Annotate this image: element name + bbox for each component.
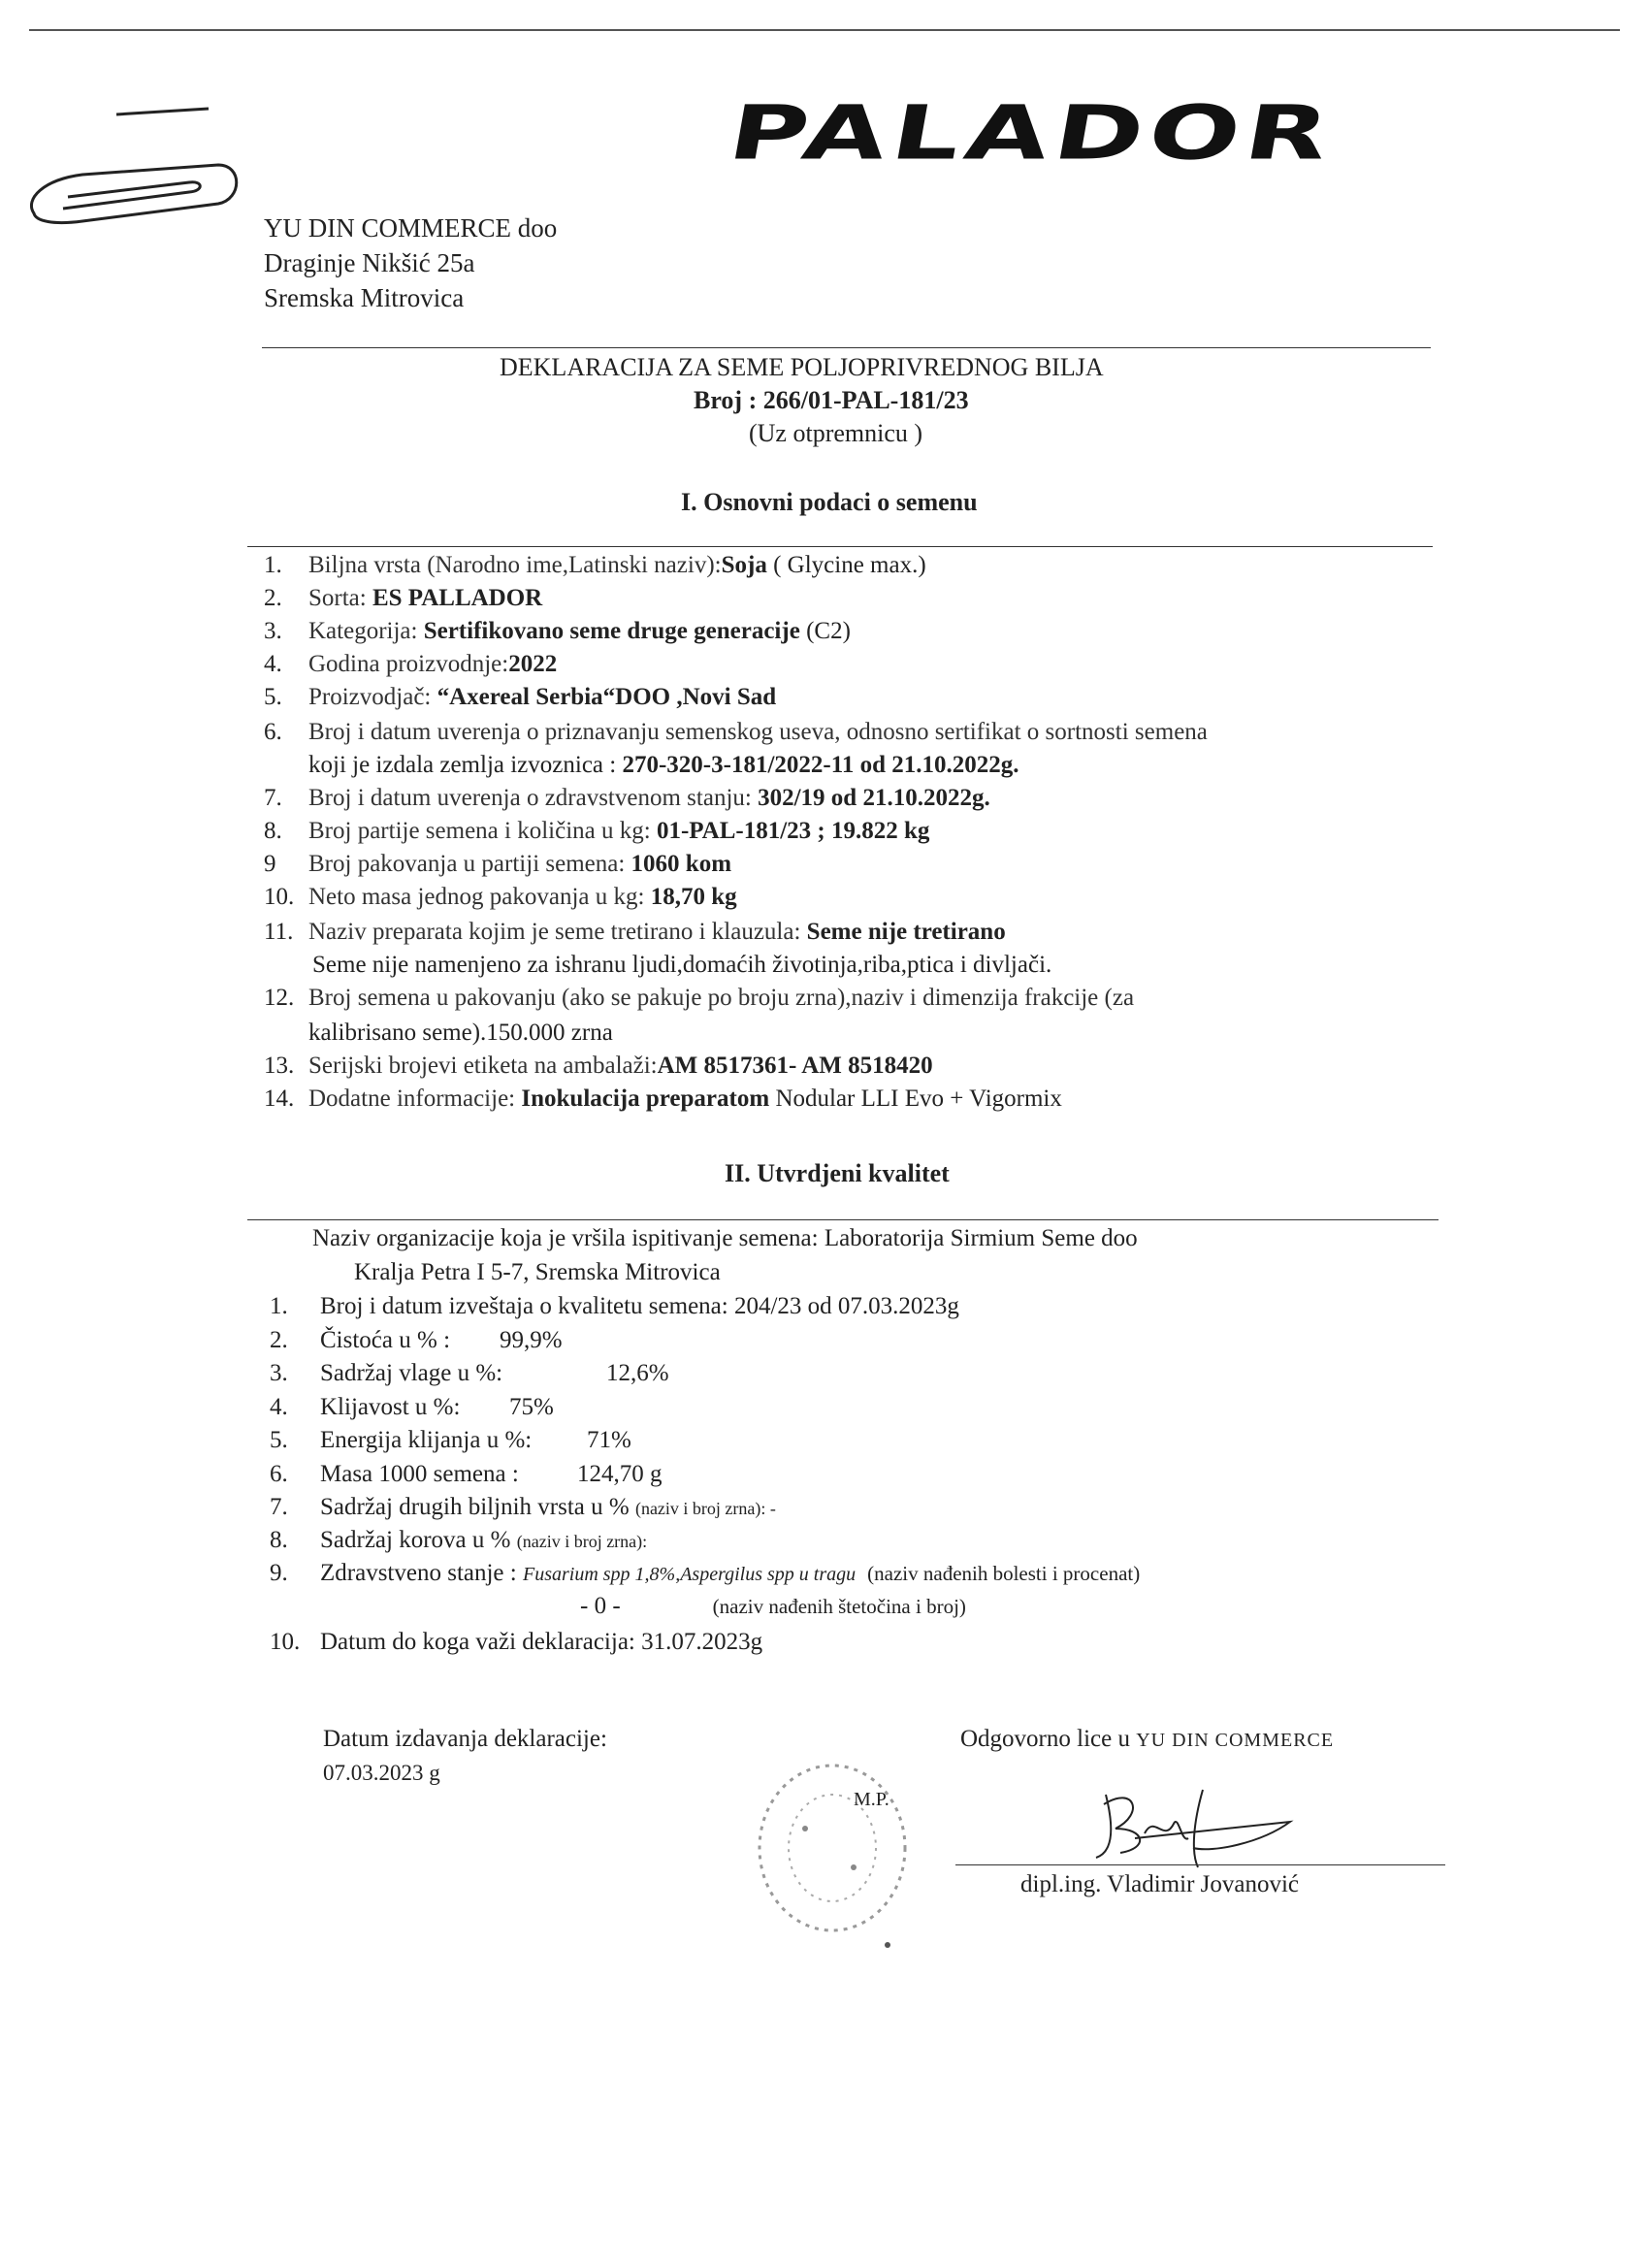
item-number: 9 (264, 851, 276, 877)
top-edge-line (29, 29, 1620, 31)
item-number: 14. (264, 1085, 295, 1112)
item-label: Biljna vrsta (Narodno ime,Latinski naziv): (308, 552, 722, 578)
section1-item (264, 718, 1208, 747)
item-label-continued: kalibrisano seme).150.000 zrna (308, 1020, 613, 1046)
stamp-label: M.P. (854, 1789, 889, 1810)
item-number: 1. (264, 552, 282, 578)
item-number: 13. (264, 1053, 295, 1079)
item-number: 8. (270, 1527, 288, 1553)
item-extra: (C2) (799, 618, 851, 644)
section2-item (270, 1460, 663, 1489)
item-number: 8. (264, 818, 282, 844)
item-note: (naziv i broj zrna): - (634, 1499, 776, 1518)
item-number: 11. (264, 919, 294, 945)
item-value: 18,70 kg (650, 884, 737, 910)
item-value: Seme nije tretirano (806, 919, 1006, 945)
item-label: - 0 - (580, 1593, 621, 1619)
item-note: (naziv nađenih štetočina i broj) (712, 1595, 966, 1618)
item-number: 4. (264, 651, 282, 677)
item-value: 71% (587, 1427, 631, 1453)
item-label: Broj i datum uverenja o zdravstvenom stanju: (308, 785, 759, 811)
signature-line (955, 1864, 1445, 1865)
item-number: 4. (270, 1394, 288, 1420)
item-value: 75% (509, 1394, 554, 1420)
section1-item (264, 1052, 933, 1081)
item-number: 10. (264, 884, 295, 910)
item-number: 5. (270, 1427, 288, 1453)
responsible-company: YU DIN COMMERCE (1136, 1730, 1335, 1751)
item-label: Datum do koga važi deklaracija: 31.07.2023g (320, 1629, 763, 1655)
section1-item (264, 984, 1134, 1013)
item-label: Sorta: (308, 585, 372, 611)
item-label: Broj partije semena i količina u kg: (308, 818, 657, 844)
item-extra: ( Glycine max.) (766, 552, 926, 578)
section1-item (264, 551, 926, 580)
item-label: Broj i datum uverenja o priznavanju semenskog useva, odnosno sertifikat o sortnosti semena (308, 719, 1208, 745)
item-value: 2022 (508, 651, 558, 677)
item-number: 2. (264, 585, 282, 611)
responsible-label-text: Odgovorno lice u (960, 1726, 1137, 1752)
section1-item (264, 883, 737, 912)
document-number: Broj : 266/01-PAL-181/23 (694, 386, 969, 414)
section2-item (270, 1493, 776, 1523)
stamp-icon (747, 1751, 922, 1955)
section1-item (264, 1085, 1062, 1114)
section1-item-continuation (308, 1019, 613, 1048)
company-name: YU DIN COMMERCE doo (264, 213, 558, 243)
divider (262, 347, 1431, 348)
item-number: 10. (270, 1629, 301, 1655)
company-street: Draginje Nikšić 25a (264, 248, 475, 277)
item-number: 7. (270, 1494, 288, 1520)
section1-item (264, 683, 776, 712)
section2-item (270, 1628, 762, 1657)
divider (247, 1219, 1439, 1220)
section1-item (264, 584, 542, 613)
section2-item (270, 1292, 959, 1321)
section2-item (270, 1359, 669, 1388)
issue-date: 07.03.2023 g (323, 1761, 440, 1785)
item-value: 302/19 od 21.10.2022g. (758, 785, 990, 811)
paperclip-doodle-icon (24, 97, 247, 233)
section1-item (264, 918, 1006, 947)
item-number: 12. (264, 985, 295, 1011)
section1-heading: I. Osnovni podaci o semenu (681, 488, 978, 516)
section2-item (270, 1526, 647, 1556)
item-label: Dodatne informacije: (308, 1085, 522, 1112)
item-label: Sadržaj korova u % (320, 1527, 517, 1553)
item-value: 01-PAL-181/23 ; 19.822 kg (656, 818, 930, 844)
item-number: 3. (264, 618, 282, 644)
section2-item (270, 1393, 554, 1422)
item-label: Masa 1000 semena : (320, 1461, 519, 1487)
item-number: 7. (264, 785, 282, 811)
item-label: Zdravstveno stanje : (320, 1560, 523, 1586)
item-value-continued: 270-320-3-181/2022-11 od 21.10.2022g. (622, 752, 1019, 778)
item-value: Sertifikovano seme druge generacije (423, 618, 800, 644)
document-title: DEKLARACIJA ZA SEME POLJOPRIVREDNOG BILJA (500, 353, 1104, 381)
item-value: 124,70 g (577, 1461, 663, 1487)
item-number: 6. (264, 719, 282, 745)
section1-item (264, 850, 731, 879)
item-label: Klijavost u %: (320, 1394, 461, 1420)
disease-findings: Fusarium spp 1,8%,Aspergilus spp u tragu (522, 1564, 857, 1585)
company-city: Sremska Mitrovica (264, 283, 465, 312)
item-number: 5. (264, 684, 282, 710)
section2-heading: II. Utvrdjeni kvalitet (725, 1159, 950, 1187)
item-label: Neto masa jednog pakovanja u kg: (308, 884, 651, 910)
lab-org-line1: Naziv organizacije koja je vršila ispitivanje semena: Laboratorija Sirmium Seme doo (312, 1225, 1138, 1251)
item-label: Godina proizvodnje: (308, 651, 509, 677)
item-label: Broj pakovanja u partiji semena: (308, 851, 631, 877)
item-value: Soja (721, 552, 767, 578)
item-value: “Axereal Serbia“DOO ,Novi Sad (436, 684, 777, 710)
item-value: 1060 kom (630, 851, 732, 877)
signer-name: dipl.ing. Vladimir Jovanović (1020, 1871, 1300, 1897)
section1-item (264, 817, 929, 846)
item-number: 2. (270, 1327, 288, 1353)
item-label: Broj semena u pakovanju (ako se pakuje po broju zrna),naziv i dimenzija frakcije (za (308, 985, 1135, 1011)
section1-item-continuation (312, 951, 1051, 980)
item-label: Broj i datum izveštaja o kvalitetu semena: 204/23 od 07.03.2023g (320, 1293, 959, 1319)
item-label: Čistoća u % : (320, 1327, 451, 1353)
item-note: (naziv i broj zrna): (516, 1532, 648, 1551)
document-note: (Uz otpremnicu ) (749, 419, 923, 447)
item-label: Kategorija: (308, 618, 424, 644)
item-label: Proizvodjač: (308, 684, 437, 710)
signature-icon (1067, 1775, 1300, 1882)
item-value: AM 8517361- AM 8518420 (657, 1053, 933, 1079)
item-value: 12,6% (606, 1360, 669, 1386)
item-label-continued: koji je izdala zemlja izvoznica : (308, 752, 623, 778)
item-value: ES PALLADOR (372, 585, 543, 611)
section2-item (270, 1559, 1140, 1589)
section1-item (264, 617, 851, 646)
responsible-label (960, 1725, 1334, 1755)
handwritten-note: PALADOR (722, 89, 1342, 177)
item-label: Serijski brojevi etiketa na ambalaži: (308, 1053, 658, 1079)
item-number: 3. (270, 1360, 288, 1386)
divider (247, 546, 1433, 547)
section2-item (270, 1326, 563, 1355)
item-label-continued: Seme nije namenjeno za ishranu ljudi,domaćih životinja,riba,ptica i divljači. (312, 952, 1052, 978)
item-note: (naziv nađenih bolesti i procenat) (867, 1562, 1141, 1585)
section1-item-continuation (308, 751, 1019, 780)
item-label: Sadržaj drugih biljnih vrsta u % (320, 1494, 635, 1520)
item-number: 9. (270, 1560, 288, 1586)
item-value: Inokulacija preparatom (521, 1085, 770, 1112)
section2-item (580, 1592, 966, 1621)
item-label: Sadržaj vlage u %: (320, 1360, 503, 1386)
section1-item (264, 650, 557, 679)
item-value: 99,9% (500, 1327, 563, 1353)
item-number: 1. (270, 1293, 288, 1319)
lab-org-line2: Kralja Petra I 5-7, Sremska Mitrovica (354, 1259, 721, 1285)
issue-date-label: Datum izdavanja deklaracije: (323, 1726, 607, 1752)
item-label: Energija klijanja u %: (320, 1427, 533, 1453)
item-label: Naziv preparata kojim je seme tretirano i klauzula: (308, 919, 807, 945)
item-extra: Nodular LLI Evo + Vigormix (769, 1085, 1062, 1112)
section2-item (270, 1426, 631, 1455)
item-number: 6. (270, 1461, 288, 1487)
section1-item (264, 784, 990, 813)
